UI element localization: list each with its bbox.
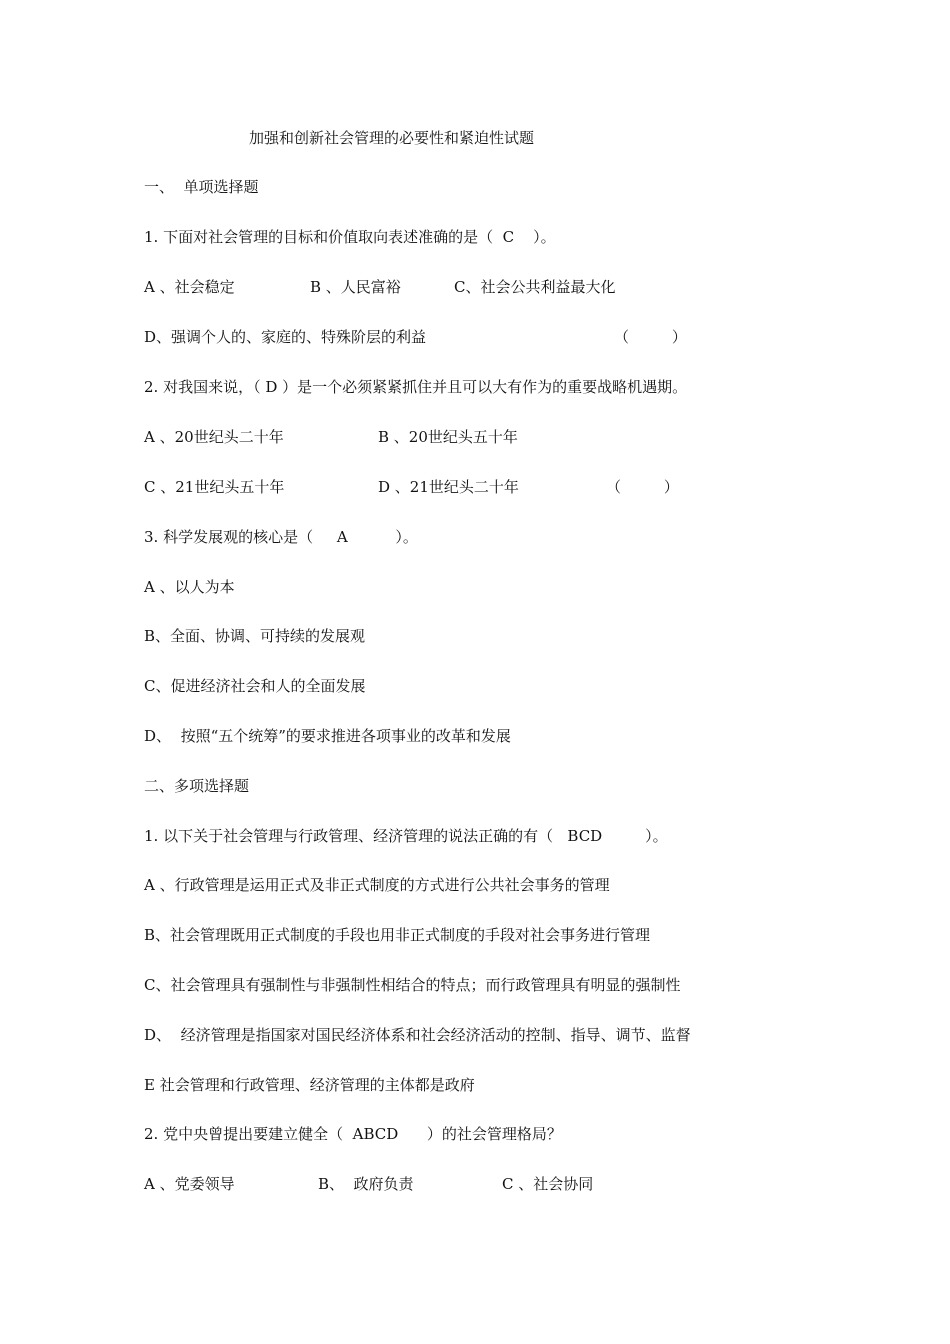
- option-d: D、强调个人的、家庭的、特殊阶层的利益: [144, 328, 427, 346]
- option-c: C、社会管理具有强制性与非强制性相结合的特点；而行政管理具有明显的强制性: [144, 976, 681, 994]
- option-a: A 、行政管理是运用正式及非正式制度的方式进行公共社会事务的管理: [144, 876, 610, 894]
- option-b: B、 政府负责: [318, 1175, 414, 1193]
- option-c: C、社会公共利益最大化: [454, 278, 616, 296]
- section-heading-single-choice: 一、 单项选择题: [144, 178, 259, 196]
- option-d: D 、21世纪头二十年: [378, 478, 519, 496]
- answer-parenthesis: （ ）: [614, 328, 687, 346]
- section-heading-multiple-choice: 二、多项选择题: [144, 777, 250, 795]
- option-a: A 、20世纪头二十年: [144, 428, 284, 446]
- option-b: B 、人民富裕: [310, 278, 401, 296]
- question-1-2-options-row-2: [144, 475, 844, 499]
- question-1-2-options-row-1: [144, 425, 844, 449]
- question-2-2-options-row: [144, 1172, 844, 1196]
- option-d: D、 经济管理是指国家对国民经济体系和社会经济活动的控制、指导、调节、监督: [144, 1026, 691, 1044]
- answer-parenthesis: （ ）: [606, 478, 679, 496]
- option-c: C、促进经济社会和人的全面发展: [144, 677, 366, 695]
- option-a: A 、党委领导: [144, 1175, 235, 1193]
- option-c: C 、21世纪头五十年: [144, 478, 285, 496]
- document-title: 加强和创新社会管理的必要性和紧迫性试题: [249, 129, 535, 147]
- question-2-1-stem: 1. 以下关于社会管理与行政管理、经济管理的说法正确的有（ BCD ）。: [144, 827, 668, 845]
- option-c: C 、社会协同: [502, 1175, 594, 1193]
- question-1-1-option-d-row: [144, 325, 844, 349]
- question-1-2-stem: 2. 对我国来说，（ D ）是一个必须紧紧抓住并且可以大有作为的重要战略机遇期。: [144, 378, 688, 396]
- option-a: A 、以人为本: [144, 578, 235, 596]
- option-d: D、 按照“五个统筹”的要求推进各项事业的改革和发展: [144, 727, 511, 745]
- question-1-3-stem: 3. 科学发展观的核心是（ A ）。: [144, 528, 418, 546]
- option-b: B、全面、协调、可持续的发展观: [144, 627, 366, 645]
- question-2-2-stem: 2. 党中央曾提出要建立健全（ ABCD ）的社会管理格局？: [144, 1125, 562, 1143]
- question-1-1-stem: 1. 下面对社会管理的目标和价值取向表述准确的是（ C ）。: [144, 228, 556, 246]
- option-e: E 社会管理和行政管理、经济管理的主体都是政府: [144, 1076, 475, 1094]
- option-b: B、社会管理既用正式制度的手段也用非正式制度的手段对社会事务进行管理: [144, 926, 651, 944]
- question-1-1-options-row: [144, 275, 844, 299]
- option-b: B 、20世纪头五十年: [378, 428, 518, 446]
- option-a: A 、社会稳定: [144, 278, 235, 296]
